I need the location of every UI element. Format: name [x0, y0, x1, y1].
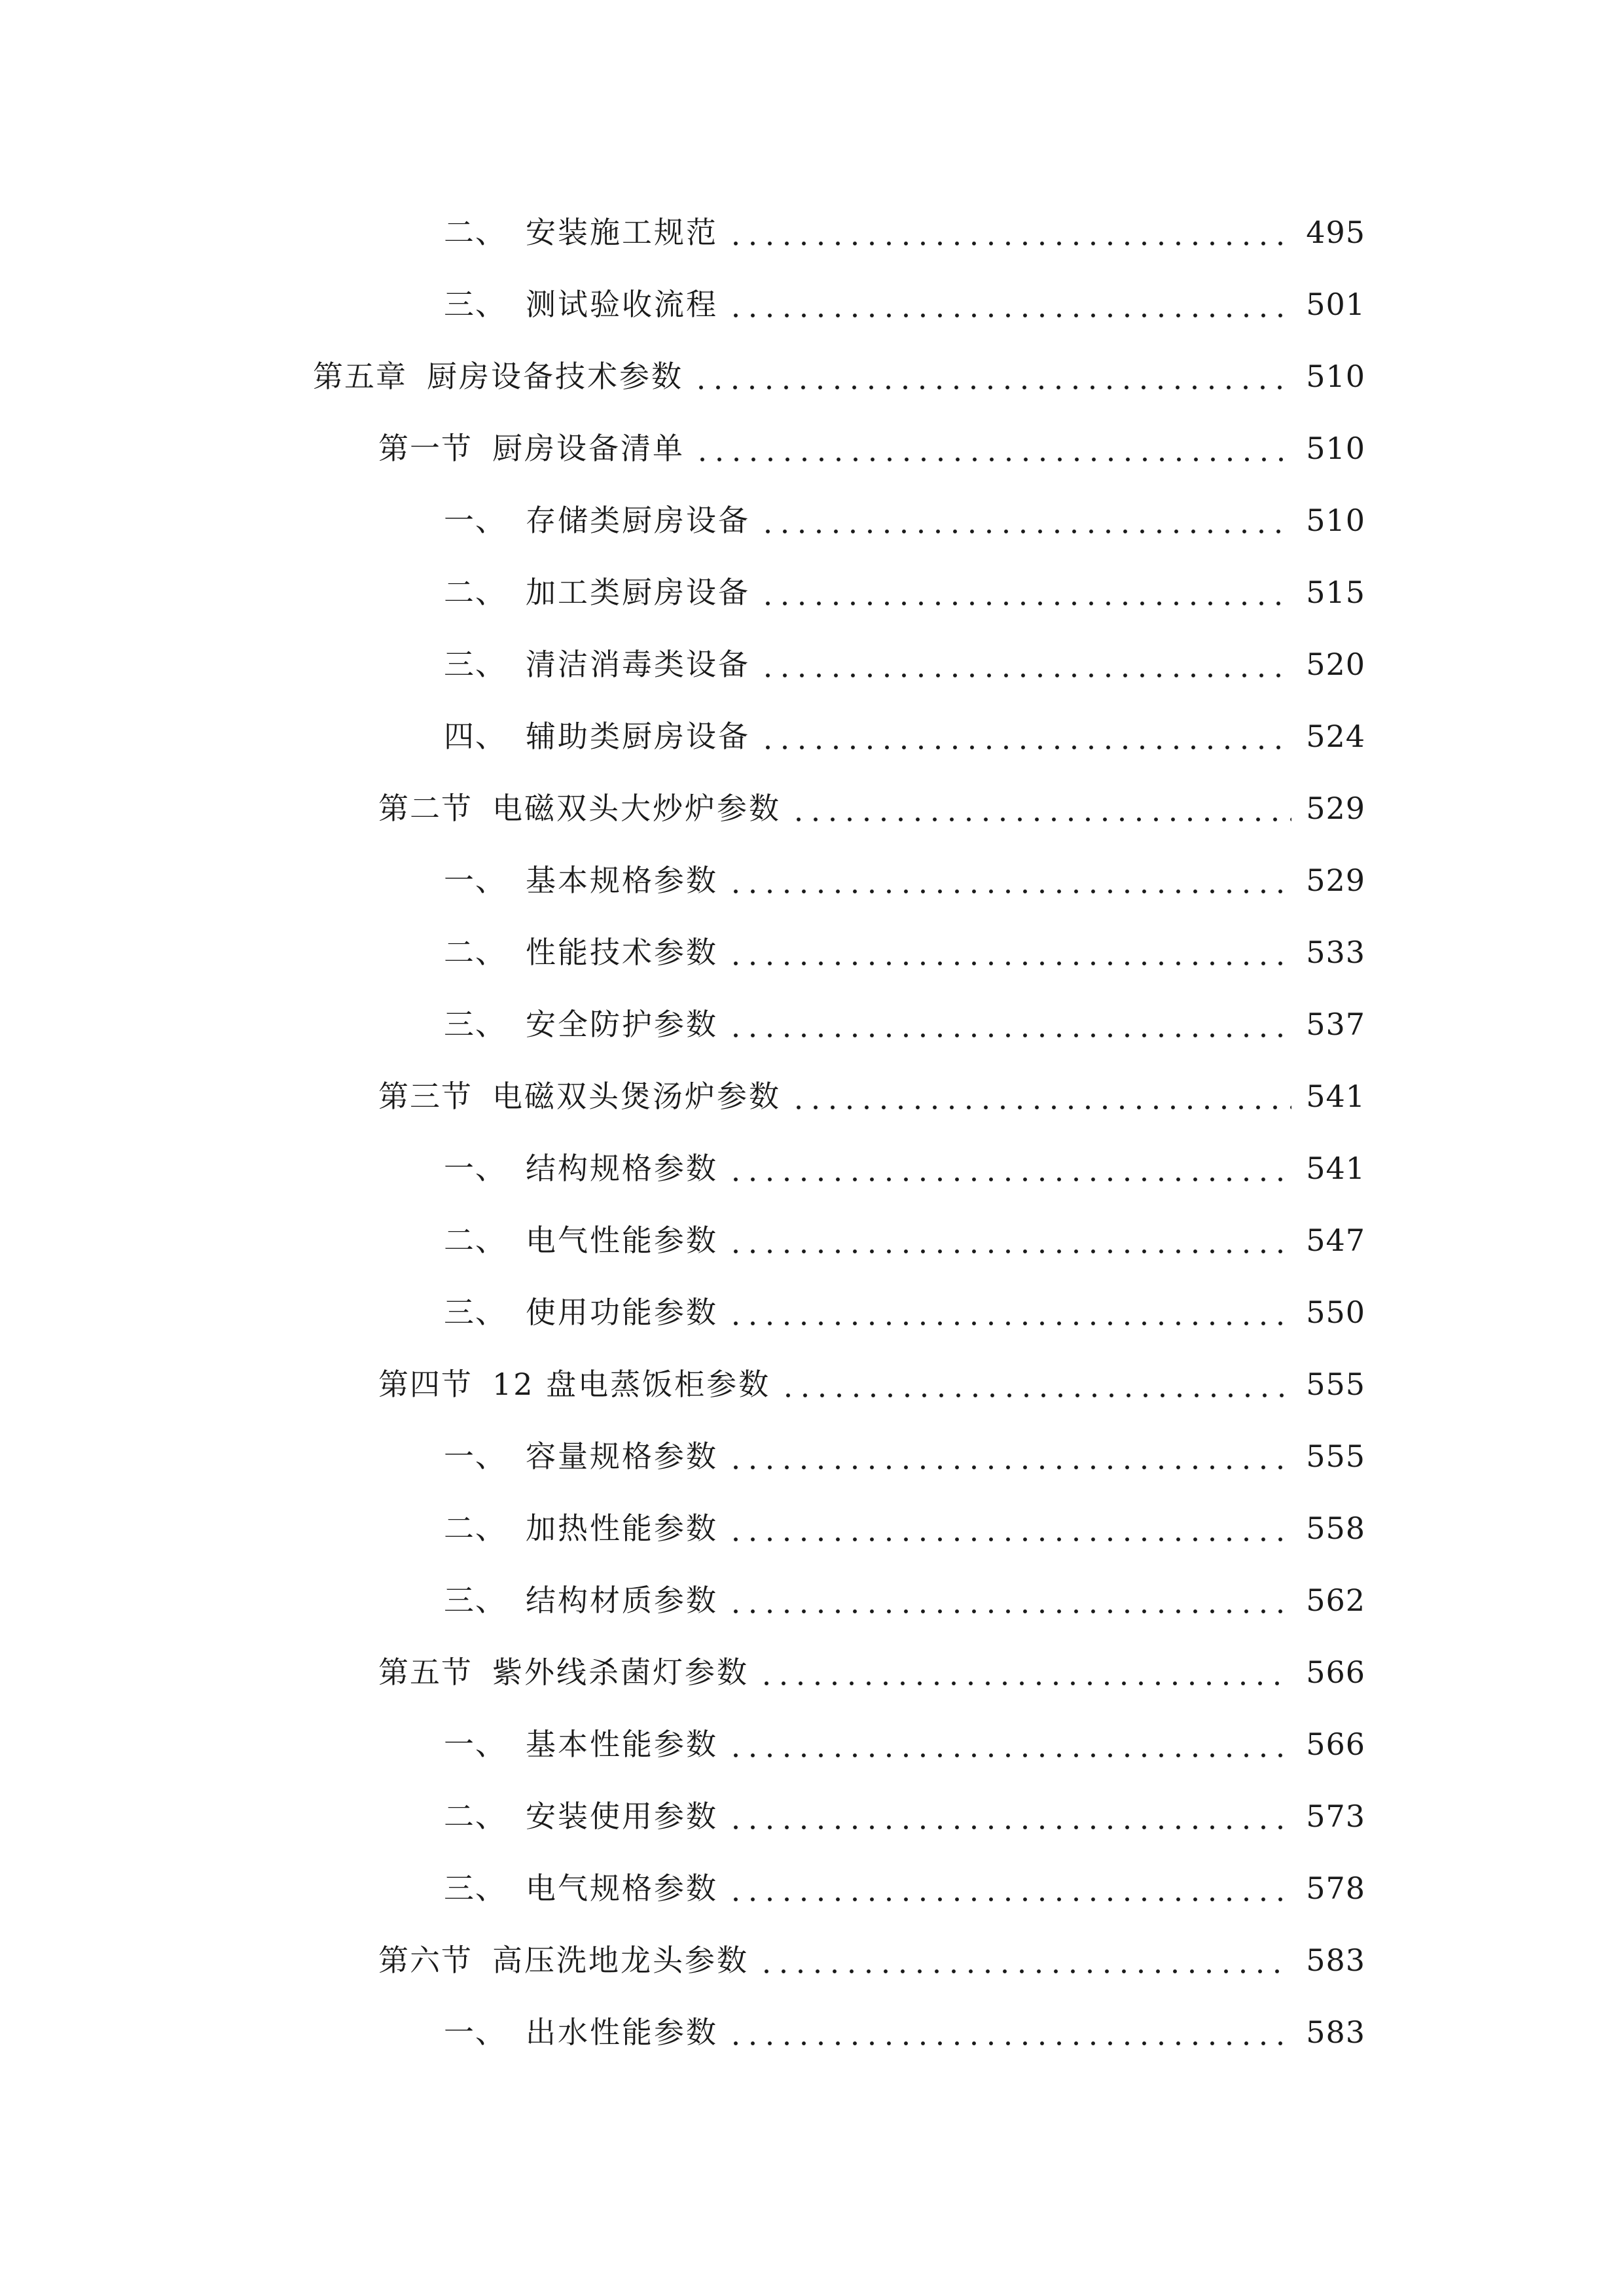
entry-number: 二、 — [444, 1799, 507, 1834]
dot-leader — [693, 361, 1291, 391]
entry-title: 使用功能参数 — [526, 1295, 718, 1330]
entry-number: 第六节 — [378, 1943, 473, 1978]
entry-page-number: 578 — [1306, 1871, 1365, 1906]
entry-number: 二、 — [444, 935, 507, 970]
entry-page-number: 510 — [1306, 503, 1365, 538]
entry-page-number: 541 — [1306, 1079, 1365, 1114]
entry-number: 一、 — [444, 1151, 507, 1186]
dot-leader — [727, 289, 1291, 319]
entry-title: 存储类厨房设备 — [526, 503, 750, 538]
toc-entry[interactable] — [0, 1060, 1624, 1132]
entry-page-number: 555 — [1306, 1439, 1365, 1474]
table-of-contents — [0, 196, 1624, 2068]
entry-title: 电磁双头煲汤炉参数 — [492, 1079, 781, 1114]
entry-number: 第五节 — [378, 1655, 473, 1690]
toc-entry[interactable] — [0, 1852, 1624, 1924]
entry-page-number: 550 — [1306, 1295, 1365, 1330]
entry-title: 测试验收流程 — [526, 287, 718, 322]
toc-entry[interactable] — [0, 628, 1624, 700]
dot-leader — [727, 1153, 1291, 1183]
entry-page-number: 529 — [1306, 791, 1365, 826]
toc-entry[interactable] — [0, 1492, 1624, 1564]
entry-number: 一、 — [444, 503, 507, 538]
entry-page-number: 501 — [1306, 287, 1365, 322]
entry-title: 高压洗地龙头参数 — [492, 1943, 749, 1978]
entry-page-number: 583 — [1306, 1943, 1365, 1978]
dot-leader — [790, 793, 1291, 823]
dot-leader — [758, 1945, 1291, 1975]
toc-entry[interactable] — [0, 1132, 1624, 1204]
entry-title: 结构规格参数 — [526, 1151, 718, 1186]
entry-title: 清洁消毒类设备 — [526, 647, 750, 682]
entry-number: 第二节 — [378, 791, 473, 826]
dot-leader — [727, 1801, 1291, 1831]
entry-title: 安全防护参数 — [526, 1007, 718, 1042]
entry-page-number: 547 — [1306, 1223, 1365, 1258]
toc-entry[interactable] — [0, 1348, 1624, 1420]
entry-page-number: 515 — [1306, 575, 1365, 610]
entry-title: 电气性能参数 — [526, 1223, 718, 1258]
dot-leader — [727, 217, 1291, 247]
dot-leader — [759, 649, 1291, 679]
entry-page-number: 558 — [1306, 1511, 1365, 1546]
entry-title: 性能技术参数 — [526, 935, 718, 970]
toc-entry[interactable] — [0, 844, 1624, 916]
entry-page-number: 562 — [1306, 1583, 1365, 1618]
entry-title: 12 盘电蒸饭柜参数 — [492, 1367, 771, 1402]
dot-leader — [727, 1297, 1291, 1327]
entry-title: 加热性能参数 — [526, 1511, 718, 1546]
entry-number: 三、 — [444, 1295, 507, 1330]
toc-entry[interactable] — [0, 916, 1624, 988]
toc-entry[interactable] — [0, 1924, 1624, 1996]
toc-entry[interactable] — [0, 1564, 1624, 1636]
dot-leader — [727, 1441, 1291, 1471]
dot-leader — [727, 1873, 1291, 1903]
toc-entry[interactable] — [0, 1636, 1624, 1708]
toc-entry[interactable] — [0, 988, 1624, 1060]
entry-number: 第一节 — [378, 431, 473, 466]
dot-leader — [727, 1729, 1291, 1759]
toc-entry[interactable] — [0, 772, 1624, 844]
entry-number: 一、 — [444, 1439, 507, 1474]
dot-leader — [694, 433, 1291, 463]
toc-entry[interactable] — [0, 196, 1624, 268]
entry-page-number: 566 — [1306, 1655, 1365, 1690]
toc-entry[interactable] — [0, 700, 1624, 772]
entry-number: 第四节 — [378, 1367, 473, 1402]
entry-number: 第五章 — [313, 359, 407, 394]
toc-entry[interactable] — [0, 340, 1624, 412]
dot-leader — [790, 1081, 1291, 1111]
entry-number: 一、 — [444, 2015, 507, 2050]
toc-entry[interactable] — [0, 412, 1624, 484]
entry-number: 四、 — [444, 719, 507, 754]
entry-title: 电气规格参数 — [526, 1871, 718, 1906]
entry-number: 三、 — [444, 1583, 507, 1618]
entry-number: 三、 — [444, 647, 507, 682]
entry-page-number: 529 — [1306, 863, 1365, 898]
toc-entry[interactable] — [0, 1996, 1624, 2068]
entry-title: 基本性能参数 — [526, 1727, 718, 1762]
entry-title: 厨房设备技术参数 — [427, 359, 683, 394]
entry-page-number: 510 — [1306, 431, 1365, 466]
entry-number: 一、 — [444, 1727, 507, 1762]
entry-title: 辅助类厨房设备 — [526, 719, 750, 754]
entry-page-number: 573 — [1306, 1799, 1365, 1834]
dot-leader — [759, 721, 1291, 751]
entry-title: 加工类厨房设备 — [526, 575, 750, 610]
entry-title: 容量规格参数 — [526, 1439, 718, 1474]
entry-title: 出水性能参数 — [526, 2015, 718, 2050]
entry-page-number: 566 — [1306, 1727, 1365, 1762]
entry-number: 二、 — [444, 1223, 507, 1258]
entry-number: 二、 — [444, 1511, 507, 1546]
entry-page-number: 555 — [1306, 1367, 1365, 1402]
dot-leader — [727, 1513, 1291, 1543]
dot-leader — [759, 577, 1291, 607]
entry-title: 结构材质参数 — [526, 1583, 718, 1618]
dot-leader — [727, 1009, 1291, 1039]
entry-page-number: 510 — [1306, 359, 1365, 394]
entry-number: 三、 — [444, 1007, 507, 1042]
entry-title: 安装使用参数 — [526, 1799, 718, 1834]
entry-title: 电磁双头大炒炉参数 — [492, 791, 781, 826]
toc-entry[interactable] — [0, 1204, 1624, 1276]
dot-leader — [727, 2017, 1291, 2047]
dot-leader — [727, 1225, 1291, 1255]
toc-entry[interactable] — [0, 1708, 1624, 1780]
entry-title: 厨房设备清单 — [492, 431, 685, 466]
toc-entry[interactable] — [0, 1276, 1624, 1348]
entry-number: 三、 — [444, 287, 507, 322]
toc-entry[interactable] — [0, 556, 1624, 628]
entry-title: 安装施工规范 — [526, 215, 718, 250]
dot-leader — [780, 1369, 1291, 1399]
entry-number: 二、 — [444, 215, 507, 250]
entry-title: 基本规格参数 — [526, 863, 718, 898]
entry-number: 三、 — [444, 1871, 507, 1906]
entry-page-number: 541 — [1306, 1151, 1365, 1186]
dot-leader — [727, 937, 1291, 967]
entry-page-number: 520 — [1306, 647, 1365, 682]
entry-page-number: 537 — [1306, 1007, 1365, 1042]
toc-entry[interactable] — [0, 1780, 1624, 1852]
entry-page-number: 583 — [1306, 2015, 1365, 2050]
entry-page-number: 533 — [1306, 935, 1365, 970]
entry-page-number: 495 — [1306, 215, 1365, 250]
toc-entry[interactable] — [0, 268, 1624, 340]
entry-number: 二、 — [444, 575, 507, 610]
entry-title: 紫外线杀菌灯参数 — [492, 1655, 749, 1690]
entry-number: 一、 — [444, 863, 507, 898]
dot-leader — [727, 1585, 1291, 1615]
toc-entry[interactable] — [0, 484, 1624, 556]
dot-leader — [758, 1657, 1291, 1687]
toc-entry[interactable] — [0, 1420, 1624, 1492]
dot-leader — [759, 505, 1291, 535]
entry-page-number: 524 — [1306, 719, 1365, 754]
dot-leader — [727, 865, 1291, 895]
entry-number: 第三节 — [378, 1079, 473, 1114]
